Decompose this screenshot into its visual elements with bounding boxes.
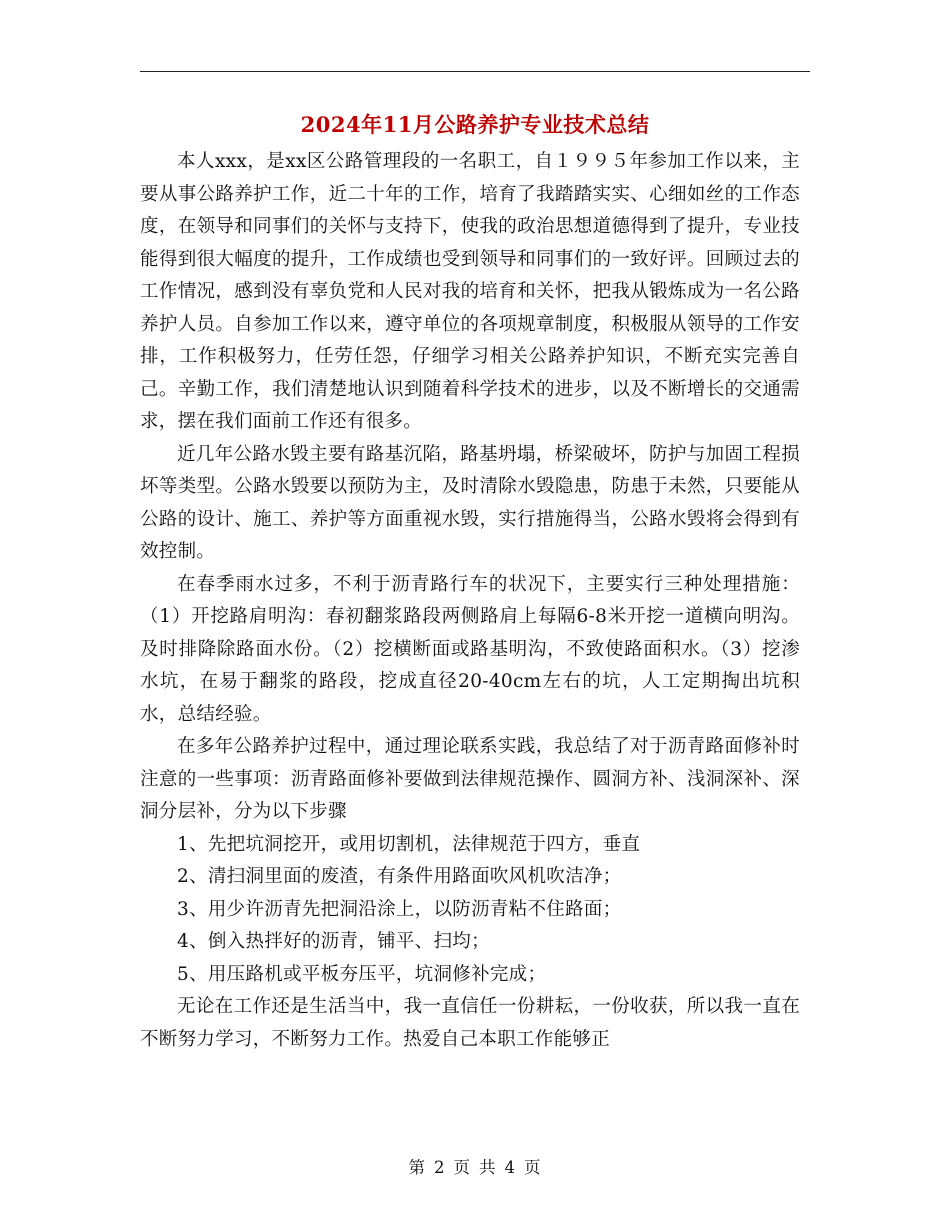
document-body	[140, 146, 800, 1056]
paragraph-spring-measures: 在春季雨水过多，不利于沥青路行车的状况下，主要实行三种处理措施：（1）开挖路肩明沟：春初翻浆路段两侧路肩上每隔6-8米开挖一道横向明沟。及时排降除路面水份。（2）挖横断面或路基明沟，不致使路面积水。（3）挖渗水坑，在易于翻浆的路段，挖成直径20-40cm左右的坑，人工定期掏出坑积水，总结经验。	[140, 573, 800, 725]
footer-page-unit: 页	[453, 1158, 471, 1177]
list-item-step-2: 2、清扫洞里面的废渣，有条件用路面吹风机吹洁净；	[177, 866, 622, 887]
paragraph-intro: 本人xxx，是xx区公路管理段的一名职工，自１９９５年参加工作以来，主要从事公路养护工作，近二十年的工作，培育了我踏踏实实、心细如丝的工作态度，在领导和同事们的关怀与支持下，使我的政治思想道德得到了提升，专业技能得到很大幅度的提升，工作成绩也受到领导和同事们的一致好评。回顾过去的工作情况，感到没有辜负党和人民对我的培育和关怀，把我从锻炼成为一名公路养护人员。自参加工作以来，遵守单位的各项规章制度，积极服从领导的工作安排，工作积极努力，任劳任怨，仔细学习相关公路养护知识，不断充实完善自己。辛勤工作，我们清楚地认识到随着科学技术的进步，以及不断增长的交通需求，摆在我们面前工作还有很多。	[140, 151, 800, 432]
footer-total-unit: 页	[524, 1158, 542, 1177]
paragraph-repair-intro: 在多年公路养护过程中，通过理论联系实践，我总结了对于沥青路面修补时注意的一些事项：沥青路面修补要做到法律规范操作、圆洞方补、浅洞深补、深洞分层补，分为以下步骤	[140, 736, 800, 822]
list-item-step-5: 5、用压路机或平板夯压平，坑洞修补完成；	[177, 963, 547, 985]
paragraph-water-damage: 近几年公路水毁主要有路基沉陷，路基坍塌，桥梁破坏，防护与加固工程损坏等类型。公路水毁要以预防为主，及时清除水毁隐患，防患于未然，只要能从公路的设计、施工、养护等方面重视水毁，实行措施得当，公路水毁将会得到有效控制。	[140, 443, 800, 562]
page-footer	[140, 1154, 810, 1178]
footer-page-prefix: 第	[408, 1158, 426, 1177]
list-item-step-3: 3、用少许沥青先把洞沿涂上，以防沥青粘不住路面；	[177, 898, 622, 920]
paragraph-closing: 无论在工作还是生活当中，我一直信任一份耕耘，一份收获，所以我一直在不断努力学习，不断努力工作。热爱自己本职工作能够正	[140, 996, 800, 1050]
footer-total-prefix: 共	[479, 1158, 497, 1177]
list-item-step-4: 4、倒入热拌好的沥青，铺平、扫均；	[177, 931, 490, 952]
list-item-step-1: 1、先把坑洞挖开，或用切割机，法律规范于四方，垂直	[177, 833, 641, 855]
footer-page-number: 2	[434, 1158, 446, 1177]
document-title: 2024年11月公路养护专业技术总结	[300, 112, 650, 137]
header-rule	[140, 71, 810, 72]
footer-total-pages: 4	[504, 1158, 516, 1177]
